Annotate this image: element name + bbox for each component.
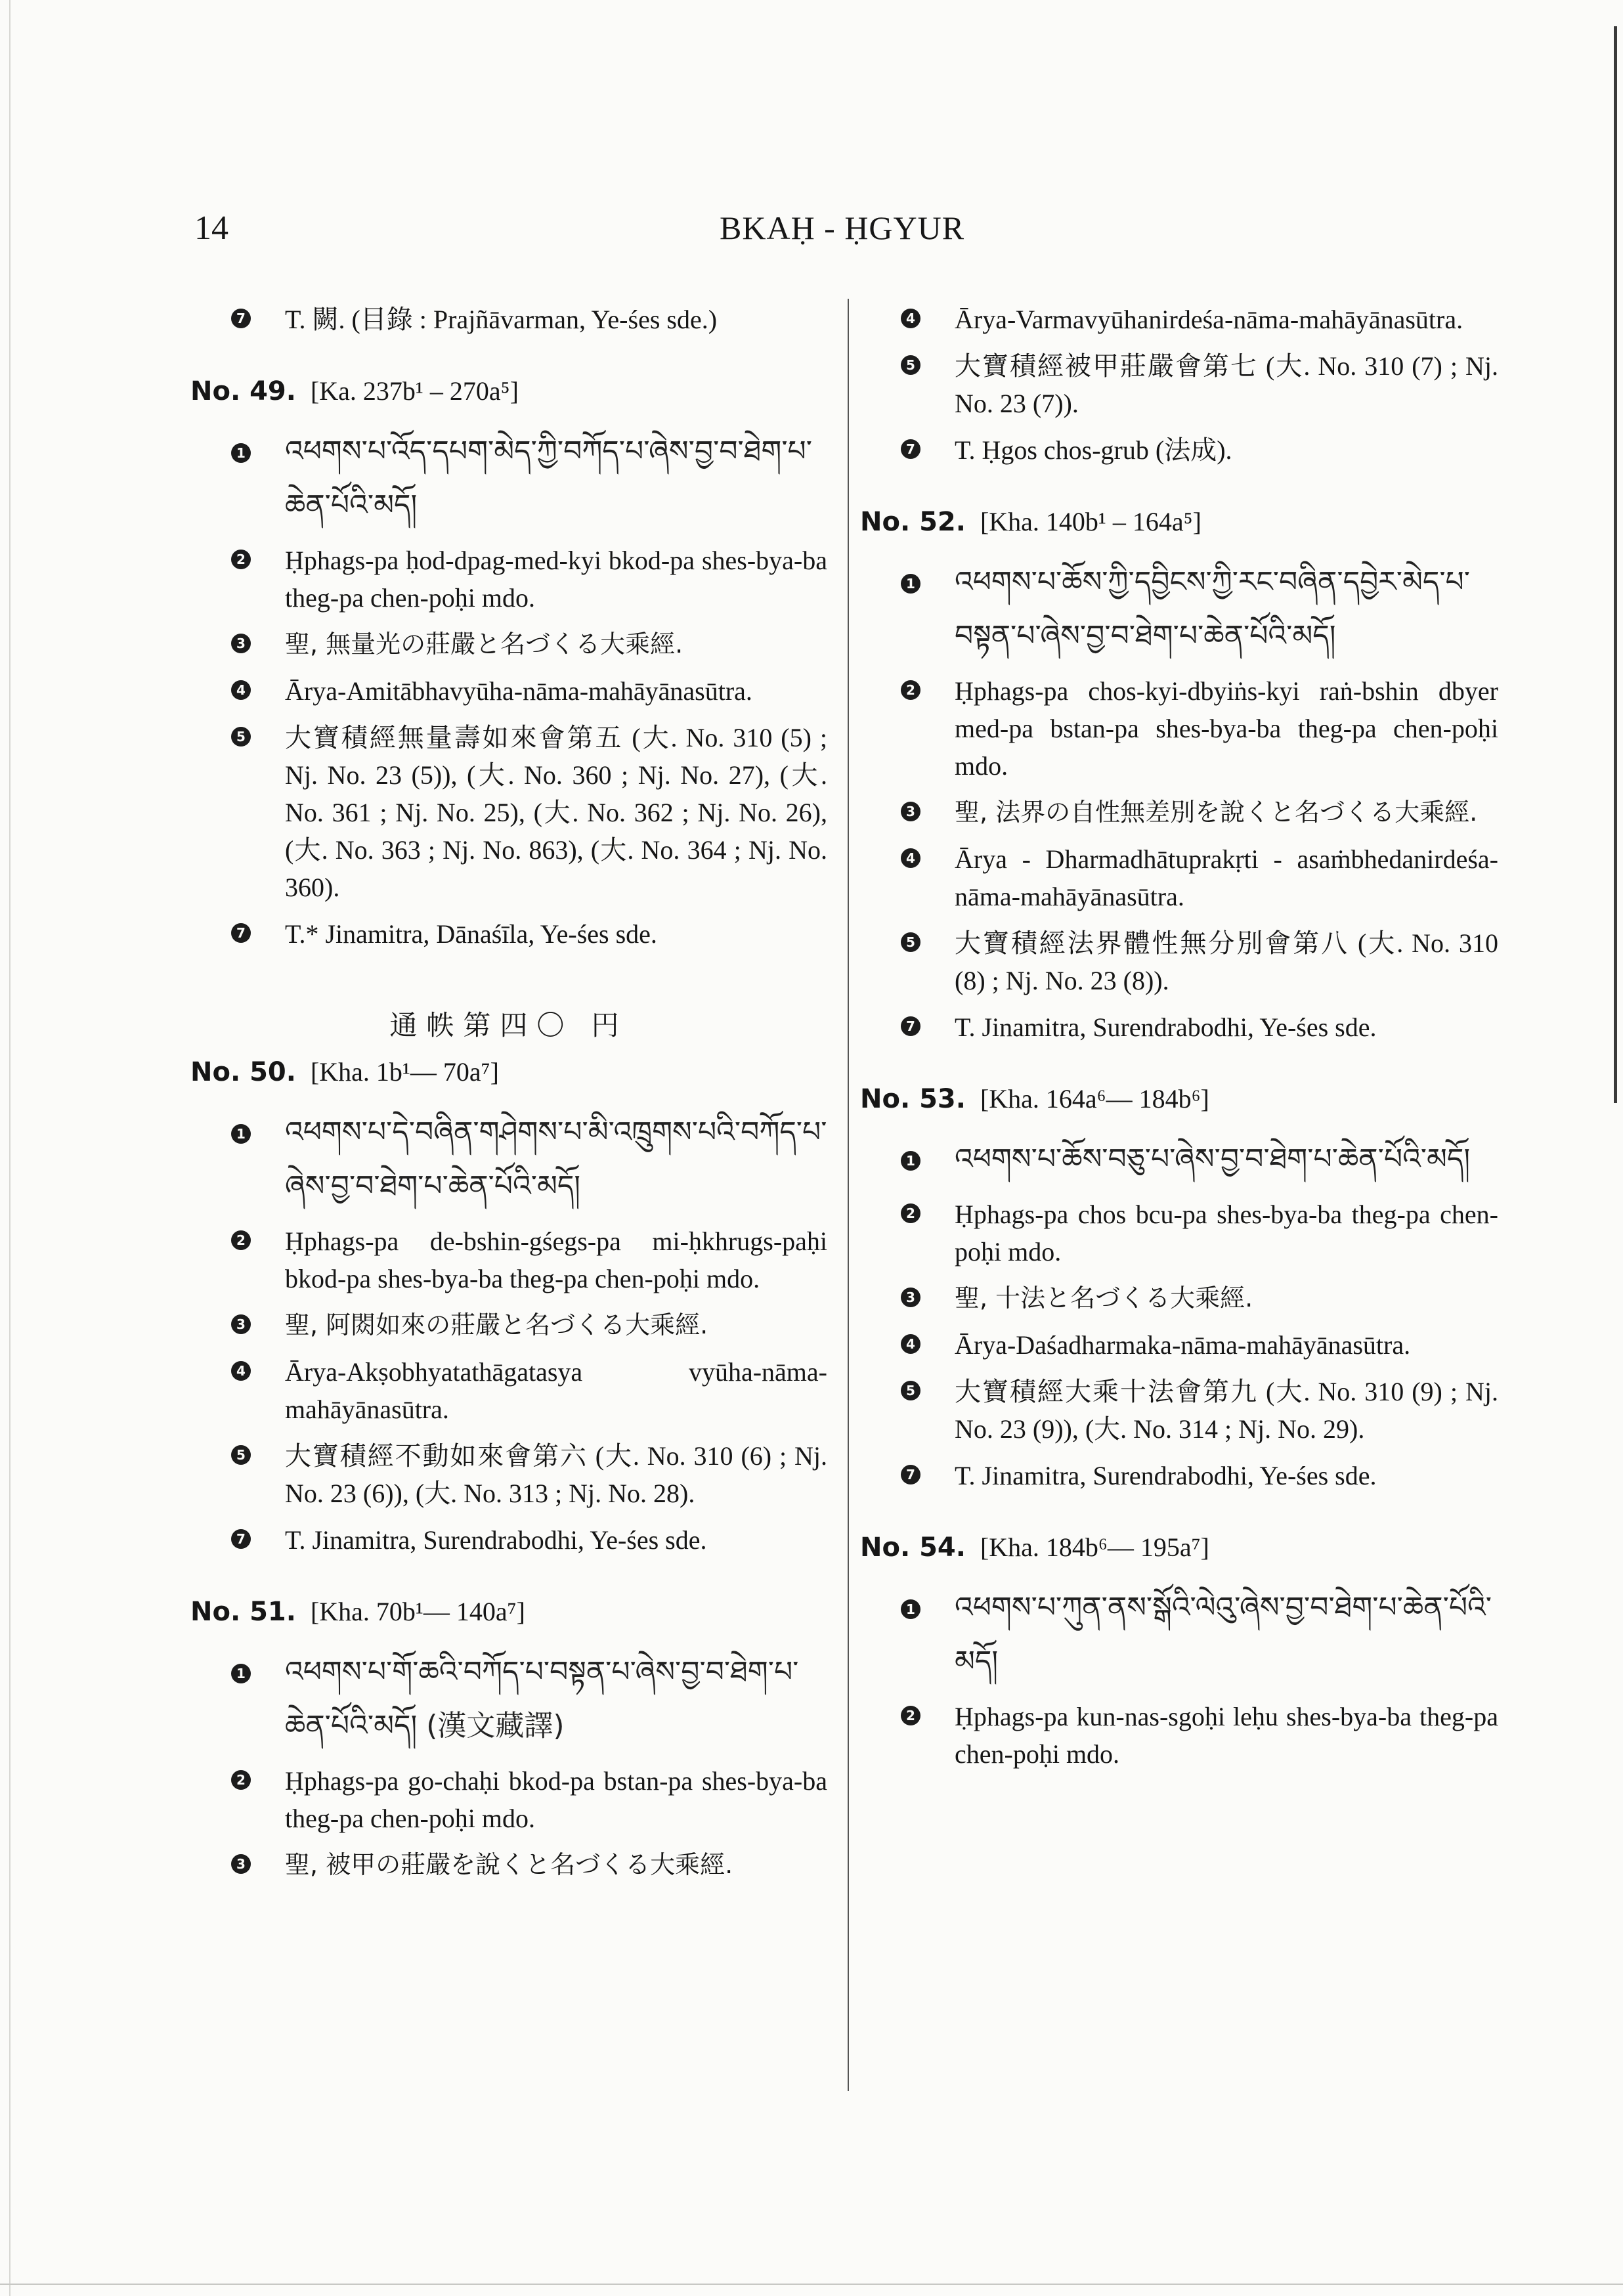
entry-49-sanskrit-title: 4 Ārya-Amitābhavyūha-nāma-mahāyānasūtra.	[190, 672, 827, 710]
entry-53-japanese-title: 3 聖, 十法と名づくる大乘經.	[860, 1280, 1498, 1317]
page-edge-left	[9, 0, 11, 2296]
entry-number: No. 51.	[190, 1597, 296, 1627]
entry-50-chinese-parallels: 5 大寶積經不動如來會第六 (大. No. 310 (6) ; Nj. No. 23 (6)), (大. No. 313 ; Nj. No. 28).	[190, 1437, 827, 1512]
column-divider	[848, 299, 849, 2091]
entry-50-heading	[190, 1053, 827, 1091]
entry-51-japanese-title: 3 聖, 被甲の莊嚴を說くと名づくる大乘經.	[190, 1846, 827, 1884]
field-marker-7: 7	[901, 439, 920, 459]
entry-53-sanskrit-title: 4 Ārya-Daśadharmaka-nāma-mahāyānasūtra.	[860, 1326, 1498, 1364]
field-marker-5: 5	[231, 1445, 251, 1465]
entry-50-japanese-title: 3 聖, 阿閦如來の莊嚴と名づくる大乘經.	[190, 1307, 827, 1344]
field-marker-2: 2	[231, 1230, 251, 1250]
field-marker-7: 7	[901, 1016, 920, 1036]
entry-50-tibetan-title: 1 འཕགས་པ་དེ་བཞིན་གཤེགས་པ་མི་འཁྲུགས་པའི་བཀོད་པ་ཞེས་བྱ་བ་ཐེག་པ་ཆེན་པོའི་མདོ།	[190, 1106, 827, 1213]
volume-label: 通帙第四〇 円	[389, 1009, 628, 1041]
field-marker-3: 3	[901, 802, 920, 821]
entry-48-translators: 7 T. 闕. (目錄 : Prajñāvarman, Ye-śes sde.)	[190, 301, 827, 338]
field-marker-1: 1	[901, 1599, 920, 1619]
entry-53-chinese-parallels: 5 大寶積經大乘十法會第九 (大. No. 310 (9) ; Nj. No. 23 (9)), (大. No. 314 ; Nj. No. 29).	[860, 1373, 1498, 1448]
field-marker-1: 1	[231, 443, 251, 463]
entry-51-transliteration: 2 Ḥphags-pa go-chaḥi bkod-pa bstan-pa shes-bya-ba theg-pa chen-poḥi mdo.	[190, 1762, 827, 1837]
entry-49-tibetan-title: 1 འཕགས་པ་འོད་དཔག་མེད་ཀྱི་བཀོད་པ་ཞེས་བྱ་བ་ཐེག་པ་ཆེན་པོའི་མདོ།	[190, 425, 827, 532]
entry-50-sanskrit-title: 4 Ārya-Akṣobhyatathāgatasya vyūha-nāma-mahāyānasūtra.	[190, 1353, 827, 1428]
entry-51-sanskrit-title: 4 Ārya-Varmavyūhanirdeśa-nāma-mahāyānasūtra.	[860, 301, 1498, 338]
entry-53-translators: 7 T. Jinamitra, Surendrabodhi, Ye-śes sde.	[860, 1457, 1498, 1494]
folio-reference: [Kha. 70b¹— 140a⁷]	[310, 1597, 525, 1626]
field-marker-3: 3	[901, 1288, 920, 1307]
entry-52-chinese-parallels: 5 大寶積經法界體性無分別會第八 (大. No. 310 (8) ; Nj. No. 23 (8)).	[860, 924, 1498, 999]
page-edge-bottom	[0, 2284, 1623, 2285]
entry-52-sanskrit-title: 4 Ārya - Dharmadhātuprakṛti - asaṁbhedanirdeśa-nāma-mahāyānasūtra.	[860, 840, 1498, 915]
folio-reference: [Kha. 164a⁶— 184b⁶]	[980, 1084, 1209, 1114]
field-marker-1: 1	[231, 1664, 251, 1683]
entry-51-chinese-parallels: 5 大寶積經被甲莊嚴會第七 (大. No. 310 (7) ; Nj. No. 23 (7)).	[860, 347, 1498, 422]
entry-49-translators: 7 T.* Jinamitra, Dānaśīla, Ye-śes sde.	[190, 915, 827, 953]
entry-53-heading	[860, 1080, 1498, 1118]
entry-50-transliteration: 2 Ḥphags-pa de-bshin-gśegs-pa mi-ḥkhrugs-paḥi bkod-pa shes-bya-ba theg-pa chen-poḥi mdo.	[190, 1223, 827, 1297]
folio-reference: [Kha. 184b⁶— 195a⁷]	[980, 1532, 1209, 1562]
field-marker-2: 2	[231, 1770, 251, 1790]
field-marker-2: 2	[901, 680, 920, 700]
entry-51-tibetan-title: 1 འཕགས་པ་གོ་ཆའི་བཀོད་པ་བསྟན་པ་ཞེས་བྱ་བ་ཐེག་པ་ཆེན་པོའི་མདོ། (漢文藏譯)	[190, 1645, 827, 1753]
entry-52-tibetan-title: 1 འཕགས་པ་ཆོས་ཀྱི་དབྱིངས་ཀྱི་རང་བཞིན་དབྱེར་མེད་པ་བསྟན་པ་ཞེས་བྱ་བ་ཐེག་པ་ཆེན་པོའི་མདོ།	[860, 555, 1498, 663]
entry-50-translators: 7 T. Jinamitra, Surendrabodhi, Ye-śes sde.	[190, 1521, 827, 1559]
entry-54-transliteration: 2 Ḥphags-pa kun-nas-sgoḥi leḥu shes-bya-ba theg-pa chen-poḥi mdo.	[860, 1698, 1498, 1773]
binding-edge-right	[1614, 26, 1617, 1103]
running-head: BKAḤ - ḤGYUR	[720, 209, 965, 246]
entry-49-heading	[190, 372, 827, 410]
entry-52-transliteration: 2 Ḥphags-pa chos-kyi-dbyiṅs-kyi raṅ-bshin dbyer med-pa bstan-pa shes-bya-ba theg-pa chen-poḥi mdo.	[860, 672, 1498, 785]
field-marker-5: 5	[901, 932, 920, 952]
entry-52-japanese-title: 3 聖, 法界の自性無差別を說くと名づくる大乘經.	[860, 794, 1498, 831]
field-marker-2: 2	[901, 1203, 920, 1223]
entry-number: No. 49.	[190, 376, 296, 406]
entry-51-heading	[190, 1593, 827, 1631]
folio-reference: [Kha. 140b¹ – 164a⁵]	[980, 507, 1201, 536]
entry-51-translators: 7 T. Ḥgos chos-grub (法成).	[860, 431, 1498, 469]
field-marker-4: 4	[901, 848, 920, 868]
entry-number: No. 52.	[860, 507, 966, 537]
field-marker-3: 3	[231, 1314, 251, 1334]
entry-52-heading	[860, 503, 1498, 541]
field-marker-7: 7	[231, 923, 251, 943]
entry-number: No. 54.	[860, 1532, 966, 1563]
field-marker-4: 4	[231, 680, 251, 700]
field-marker-7: 7	[231, 1529, 251, 1549]
field-marker-1: 1	[901, 1151, 920, 1171]
field-marker-4: 4	[901, 309, 920, 328]
field-marker-5: 5	[901, 1381, 920, 1400]
folio-reference: [Kha. 1b¹— 70a⁷]	[310, 1057, 499, 1087]
entry-54-heading	[860, 1528, 1498, 1567]
folio-reference: [Ka. 237b¹ – 270a⁵]	[310, 376, 519, 406]
entry-number: No. 53.	[860, 1084, 966, 1114]
field-marker-1: 1	[231, 1124, 251, 1144]
field-marker-7: 7	[231, 309, 251, 328]
field-marker-2: 2	[901, 1706, 920, 1725]
entry-53-tibetan-title: 1 འཕགས་པ་ཆོས་བཅུ་པ་ཞེས་བྱ་བ་ཐེག་པ་ཆེན་པོའི་མདོ།	[860, 1133, 1498, 1186]
field-marker-3: 3	[231, 634, 251, 653]
page-number: 14	[194, 209, 228, 247]
entry-49-chinese-parallels: 5 大寶積經無量壽如來會第五 (大. No. 310 (5) ; Nj. No. 23 (5)), (大. No. 360 ; Nj. No. 27), (大. No. 361 ; Nj. No. 25), (大. No. 362 ; Nj. No. 26), (大. No. 363 ; Nj. No. 863), (大. No. 364 ; Nj. No. 360).	[190, 719, 827, 906]
field-marker-1: 1	[901, 574, 920, 594]
field-marker-5: 5	[231, 727, 251, 747]
left-column	[190, 301, 827, 1893]
entry-number: No. 50.	[190, 1057, 296, 1087]
entry-54-tibetan-title: 1 འཕགས་པ་ཀུན་ནས་སྒོའི་ལེའུ་ཞེས་བྱ་བ་ཐེག་པ་ཆེན་པོའི་མདོ།	[860, 1581, 1498, 1689]
field-marker-3: 3	[231, 1854, 251, 1874]
field-marker-4: 4	[231, 1361, 251, 1381]
field-marker-7: 7	[901, 1465, 920, 1484]
entry-53-transliteration: 2 Ḥphags-pa chos bcu-pa shes-bya-ba theg-pa chen-poḥi mdo.	[860, 1196, 1498, 1270]
entry-52-translators: 7 T. Jinamitra, Surendrabodhi, Ye-śes sde.	[860, 1008, 1498, 1046]
field-marker-5: 5	[901, 355, 920, 375]
field-marker-2: 2	[231, 550, 251, 569]
field-marker-4: 4	[901, 1334, 920, 1354]
entry-49-transliteration: 2 Ḥphags-pa ḥod-dpag-med-kyi bkod-pa shes-bya-ba theg-pa chen-poḥi mdo.	[190, 542, 827, 617]
right-column	[860, 301, 1498, 1782]
entry-49-japanese-title: 3 聖, 無量光の莊嚴と名づくる大乘經.	[190, 626, 827, 663]
